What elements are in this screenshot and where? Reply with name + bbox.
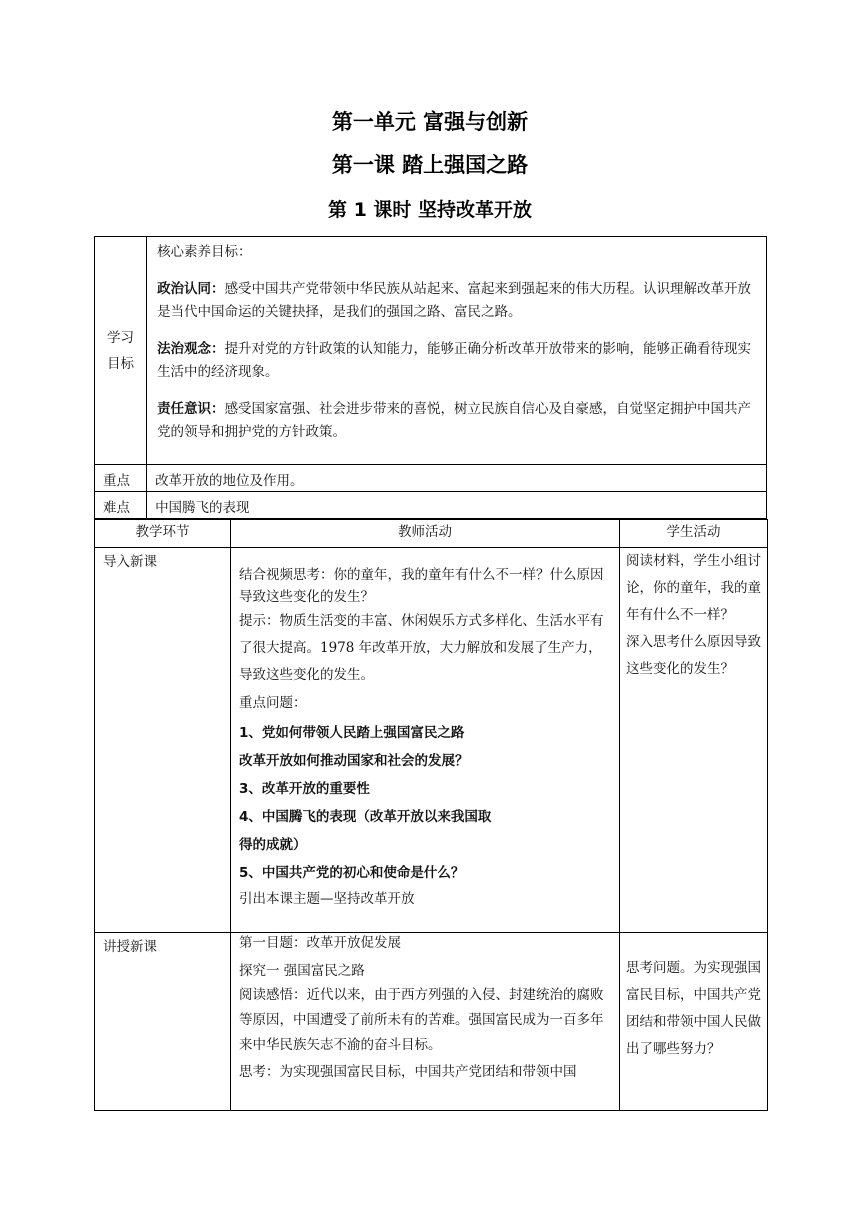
objectives-intro: 核心素养目标： (157, 244, 252, 260)
teacher-line: 结合视频思考：你的童年，我的童年有什么不一样？什么原因导致这些变化的发生？ (239, 567, 604, 605)
header-student: 学生活动 (620, 520, 768, 548)
objectives-content (147, 237, 767, 465)
objectives-label: 学习目标 (107, 329, 135, 372)
teacher-line: 阅读感悟：近代以来，由于西方列强的入侵、封建统治的腐败等原因，中国遭受了前所未有的苦难。强国富民成为一百多年来中华民族矢志不渝的奋斗目标。 (239, 987, 604, 1053)
header-teacher: 教师活动 (231, 520, 620, 548)
lesson-title: 第一课 踏上强国之路 (331, 153, 529, 177)
teacher-line: 思考：为实现强国富民目标，中国共产党团结和带领中国 (239, 1064, 577, 1080)
objective-term: 政治认同： (157, 281, 225, 297)
student-lecture (620, 933, 768, 1111)
teacher-lecture (231, 933, 620, 1111)
teacher-closing: 引出本课主题—坚持改革开放 (239, 891, 415, 907)
key-question: 4、中国腾飞的表现（改革开放以来我国取 (239, 809, 492, 825)
unit-title: 第一单元 富强与创新 (331, 110, 529, 134)
difficulty-text: 中国腾飞的表现 (147, 492, 767, 519)
objective-term: 责任意识： (157, 401, 225, 417)
teacher-intro (231, 548, 620, 933)
objective-term: 法治观念： (157, 341, 225, 357)
key-point-text: 改革开放的地位及作用。 (147, 465, 767, 492)
stage-intro: 导入新课 (95, 548, 231, 933)
teacher-line: 提示：物质生活变的丰富、休闲娱乐方式多样化、生活水平有了很大提高。1978 年改革开放，大力解放和发展了生产力，导致这些变化的发生。 (239, 613, 604, 683)
student-line: 阅读材料，学生小组讨论，你的童年，我的童年有什么不一样？ (626, 553, 761, 623)
key-question: 1、党如何带领人民踏上强国富民之路 (239, 725, 465, 741)
key-question: 改革开放如何推动国家和社会的发展？ (239, 753, 469, 769)
teacher-line: 重点问题： (239, 695, 307, 711)
objective-text: 感受中国共产党带领中华民族从站起来、富起来到强起来的伟大历程。认识理解改革开放是当代中国命运的关键抉择，是我们的强国之路、富民之路。 (157, 281, 752, 320)
key-point-label: 重点 (95, 465, 147, 492)
teacher-line: 探究一 强国富民之路 (239, 963, 365, 979)
teacher-line: 第一目题：改革开放促发展 (239, 935, 401, 951)
stage-lecture: 讲授新课 (95, 933, 231, 1111)
header-stage: 教学环节 (95, 520, 231, 548)
objectives-label-cell (95, 237, 147, 465)
objectives-table (94, 236, 767, 519)
student-intro (620, 548, 768, 933)
student-line: 思考问题。为实现强国富民目标，中国共产党团结和带领中国人民做出了哪些努力？ (626, 960, 761, 1057)
objective-text: 感受国家富强、社会进步带来的喜悦，树立民族自信心及自豪感，自觉坚定拥护中国共产党的领导和拥护党的方针政策。 (157, 401, 752, 440)
key-question: 3、改革开放的重要性 (239, 781, 370, 797)
objective-legal (157, 338, 760, 384)
objective-responsibility (157, 398, 760, 444)
objective-text: 提升对党的方针政策的认知能力，能够正确分析改革开放带来的影响，能够正确看待现实生活中的经济现象。 (157, 341, 752, 380)
process-table (94, 519, 768, 1111)
period-title: 第 1 课时 坚持改革开放 (327, 199, 533, 221)
key-question: 5、中国共产党的初心和使命是什么？ (239, 865, 465, 881)
key-question: 得的成就） (239, 837, 307, 853)
objective-political (157, 278, 760, 324)
student-line: 深入思考什么原因导致这些变化的发生？ (626, 634, 761, 677)
difficulty-label: 难点 (95, 492, 147, 519)
